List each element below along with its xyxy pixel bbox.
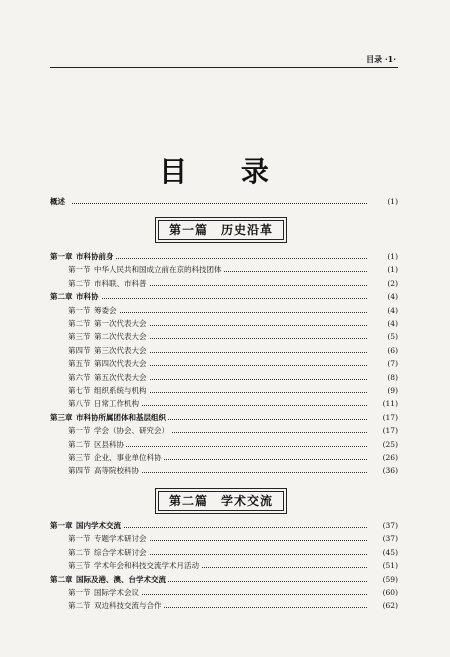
toc-entry-page: (37) [368,519,398,532]
toc-entry-label [68,304,119,317]
toc-entry-text: 中华人民共和国成立前在京的科技团体 [94,265,222,275]
toc-entry-page: (2) [368,277,398,290]
toc-entry-page: (1) [368,195,398,208]
toc-entry-label [68,371,149,384]
toc-entry-page: (1) [368,250,398,263]
toc-section-entry[interactable] [0,277,450,290]
toc-section-entry[interactable] [0,451,450,464]
toc-entry-page: (45) [368,546,398,559]
toc-chapter-entry[interactable] [0,290,450,303]
toc-entry-page: (8) [368,371,398,384]
header-rule [50,67,398,68]
toc-entry-number: 第三节 [68,561,91,571]
dot-leader [88,446,395,447]
toc-entry-page: (7) [368,357,398,370]
toc-section-entry[interactable] [0,599,450,612]
toc-entry-number: 第二节 [68,319,91,328]
toc-chapter-entry[interactable] [0,411,450,424]
toc-entry-label [68,599,164,612]
toc-entry-text: 市科联、市科普 [94,278,147,288]
toc-chapter-entry[interactable] [0,250,450,263]
toc-entry-label [50,290,101,303]
toc-entry-text: 双边科技交流与合作 [94,601,162,611]
toc-entry-label [68,532,149,545]
dot-leader [70,258,395,259]
toc-entry-text: 专题学术研讨会 [94,534,147,544]
toc-chapter-entry[interactable] [0,519,450,532]
toc-entry-number: 第三节 [68,453,91,462]
toc-entry-page: (4) [368,304,398,317]
toc-entry-page: (60) [368,586,398,599]
toc-entry-number: 第二章 [50,292,73,302]
dot-leader [88,312,395,313]
toc-entry-number: 第六节 [68,372,91,382]
toc-entry-label [68,586,141,599]
toc-entry-number: 第二节 [68,439,91,449]
toc-entry-number: 第二章 [50,574,73,584]
toc-entry-number: 第一节 [68,588,91,597]
toc-entry-label [50,411,168,424]
toc-entry-number: 第二节 [68,278,91,288]
toc-entry-label [68,438,126,451]
part-heading-label: 第一篇 历史沿革 [168,223,273,237]
toc-entry-label [68,384,149,397]
toc-entry-label [68,263,224,276]
toc-entry-page: (26) [368,451,398,464]
toc-section-entry[interactable] [0,464,450,477]
toc-section-entry[interactable] [0,330,450,343]
toc-entry-label [50,519,123,532]
toc-entry-text: 高等院校科协 [94,466,139,476]
toc-section-entry[interactable] [0,438,450,451]
toc-entry-text: 组织系统与机构 [94,386,147,395]
toc-entry-text: 第二次代表大会 [94,332,147,342]
toc-entry-number: 第一章 [50,521,73,530]
toc-entry-label [68,546,149,559]
toc-entry-text: 第四次代表大会 [94,359,147,369]
toc-entry-text: 学会（协会、研究会） [94,426,169,436]
toc-entry-number: 第二节 [68,547,91,557]
toc-entry-text: 市科协 [76,292,99,302]
toc-entry-number: 第八节 [68,399,91,409]
toc-entry-number: 第一节 [68,426,91,436]
toc-entry-label [68,330,149,343]
toc-entry-page: (37) [368,532,398,545]
toc-entry-number: 第三节 [68,332,91,342]
toc-entry-text: 国际及港、澳、台学术交流 [76,574,166,584]
dot-leader [70,298,395,299]
toc-entry-page: (5) [368,330,398,343]
toc-entry-label [68,317,149,330]
toc-entry-page: (6) [368,344,398,357]
toc-entry-page: (17) [368,424,398,437]
toc-entry-page: (17) [368,411,398,424]
toc-entry-number: 第四节 [68,466,91,476]
toc-entry-number: 第三章 [50,412,73,422]
toc-entry-page: (4) [368,290,398,303]
toc-section-entry[interactable] [0,559,450,572]
toc-entry-number: 第四节 [68,345,91,355]
toc-section-entry[interactable] [0,263,450,276]
toc-section-entry[interactable] [0,344,450,357]
toc-entry-text: 国际学术会议 [94,588,139,597]
toc-entry-label [68,357,149,370]
toc-entry-label: 概述 [50,197,65,206]
toc-entry-text: 市科协所属团体和基层组织 [76,412,166,422]
toc-section-entry[interactable] [0,317,450,330]
toc-entry-text: 区县科协 [94,439,124,449]
toc-entry-number: 第七节 [68,386,91,395]
toc-entry-text: 企业、事业单位科协 [94,453,162,462]
toc-entry-number: 第一章 [50,252,73,261]
toc-entry-overview[interactable] [0,195,450,208]
toc-entry-text: 国内学术交流 [76,521,121,530]
running-head: 目录 ·1· [366,54,396,64]
toc-entry-number: 第一节 [68,534,91,544]
toc-entry-label [68,277,149,290]
toc-entry-text: 第五次代表大会 [94,372,147,382]
toc-entry-label [68,464,141,477]
toc-entry-text: 第三次代表大会 [94,345,147,355]
toc-entry-number: 第二节 [68,601,91,611]
toc-section-entry[interactable] [0,424,450,437]
dot-leader [72,203,395,204]
toc-section-entry[interactable] [0,397,450,410]
toc-entry-number: 第五节 [68,359,91,369]
toc-entry-text: 日常工作机构 [94,399,139,409]
toc-entry-page: (9) [368,384,398,397]
toc-entry-number: 第一节 [68,265,91,275]
part-heading-label: 第二篇 学术交流 [168,494,273,508]
toc-entry-label [68,451,164,464]
toc-section-entry[interactable] [0,384,450,397]
part-heading-1 [155,217,287,243]
toc-entry-page: (4) [368,317,398,330]
page-title: 目 录 [159,155,291,188]
toc-section-entry[interactable] [0,371,450,384]
toc-section-entry[interactable] [0,357,450,370]
toc-entry-text: 市科协前身 [76,252,114,261]
toc-section-entry[interactable] [0,304,450,317]
toc-entry-page: (62) [368,599,398,612]
toc-entry-text: 筹委会 [94,305,117,315]
toc-entry-page: (36) [368,464,398,477]
toc-entry-page: (51) [368,559,398,572]
toc-entry-label [68,397,141,410]
toc-entry-label [50,573,168,586]
toc-entry-text: 学术年会和科技交流学术月活动 [94,561,199,571]
toc-entry-page: (25) [368,438,398,451]
toc-section-entry[interactable] [0,532,450,545]
toc-entry-number: 第一节 [68,305,91,315]
toc-section-entry[interactable] [0,586,450,599]
toc-entry-page: (11) [368,397,398,410]
toc-entry-page: (59) [368,573,398,586]
toc-entry-page: (1) [368,263,398,276]
toc-chapter-entry[interactable] [0,573,450,586]
toc-section-entry[interactable] [0,546,450,559]
toc-entry-label [68,424,171,437]
toc-entry-label [68,344,149,357]
toc-entry-label [68,559,201,572]
toc-entry-text: 第一次代表大会 [94,319,147,328]
toc-entry-text: 综合学术研讨会 [94,547,147,557]
toc-entry-label [50,250,116,263]
part-heading-2 [155,488,287,514]
